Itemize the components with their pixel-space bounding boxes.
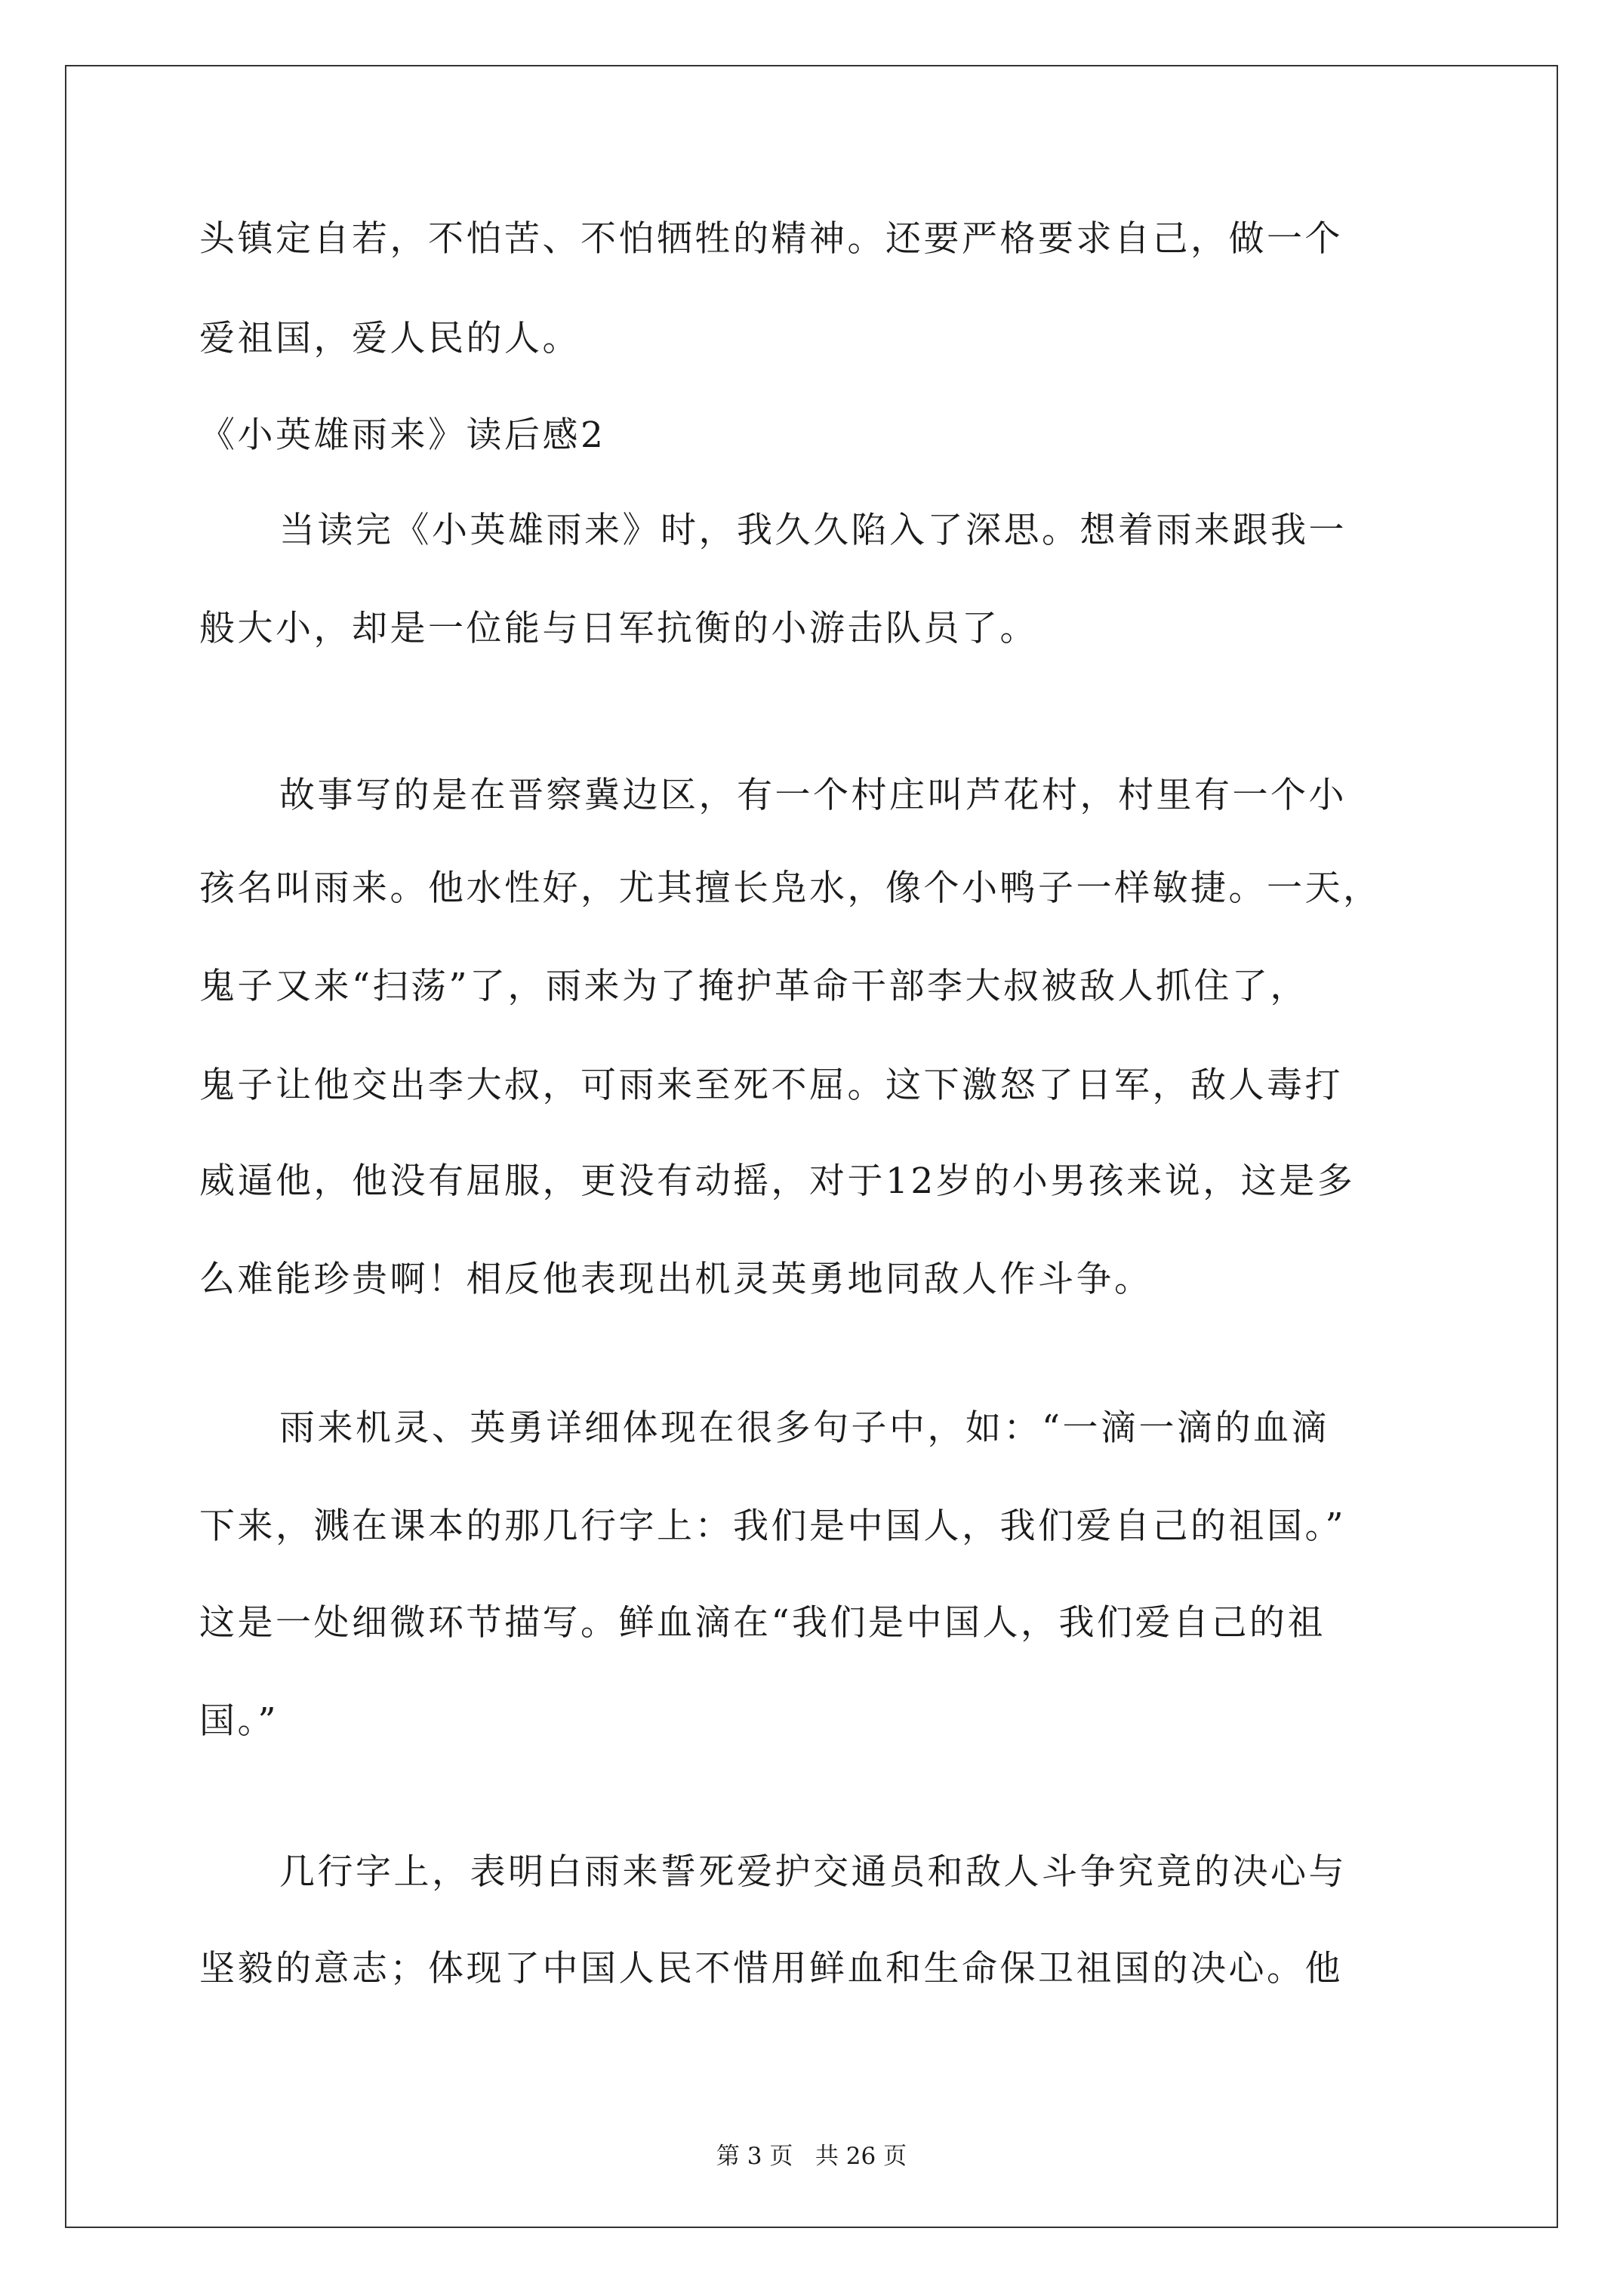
text-line: 头镇定自若，不怕苦、不怕牺牲的精神。还要严格要求自己，做一个 bbox=[199, 218, 1343, 260]
text-line: 般大小，却是一位能与日军抗衡的小游击队员了。 bbox=[199, 608, 1038, 649]
text-line: 威逼他，他没有屈服，更没有动摇，对于12岁的小男孩来说，这是多 bbox=[199, 1160, 1356, 1202]
text-line: 这是一处细微环节描写。鲜血滴在“我们是中国人，我们爱自己的祖 bbox=[199, 1602, 1326, 1644]
text-line: 孩名叫雨来。他水性好，尤其擅长凫水，像个小鸭子一样敏捷。一天， bbox=[199, 868, 1381, 909]
paragraph-first-line: 故事写的是在晋察冀边区，有一个村庄叫芦花村，村里有一个小 bbox=[279, 775, 1347, 816]
text-line: 坚毅的意志；体现了中国人民不惜用鲜血和生命保卫祖国的决心。他 bbox=[199, 1948, 1343, 1989]
text-line: 爱祖国，爱人民的人。 bbox=[199, 318, 581, 359]
page-border bbox=[65, 65, 1558, 2228]
paragraph-first-line: 当读完《小英雄雨来》时，我久久陷入了深思。想着雨来跟我一 bbox=[279, 510, 1347, 551]
paragraph-first-line: 几行字上，表明白雨来誓死爱护交通员和敌人斗争究竟的决心与 bbox=[279, 1851, 1347, 1893]
paragraph-first-line: 雨来机灵、英勇详细体现在很多句子中，如：“一滴一滴的血滴 bbox=[279, 1407, 1330, 1449]
text-line: 下来，溅在课本的那几行字上：我们是中国人，我们爱自己的祖国。” bbox=[199, 1505, 1347, 1547]
text-line: 鬼子又来“扫荡”了，雨来为了掩护革命干部李大叔被敌人抓住了， bbox=[199, 966, 1309, 1007]
page-footer: 第 3 页 共 26 页 bbox=[716, 2143, 907, 2170]
text-line: 鬼子让他交出李大叔，可雨来至死不屈。这下激怒了日军，敌人毒打 bbox=[199, 1065, 1343, 1106]
section-heading: 《小英雄雨来》读后感2 bbox=[199, 415, 606, 456]
text-line: 国。” bbox=[199, 1700, 279, 1742]
text-line: 么难能珍贵啊！相反他表现出机灵英勇地同敌人作斗争。 bbox=[199, 1259, 1153, 1300]
